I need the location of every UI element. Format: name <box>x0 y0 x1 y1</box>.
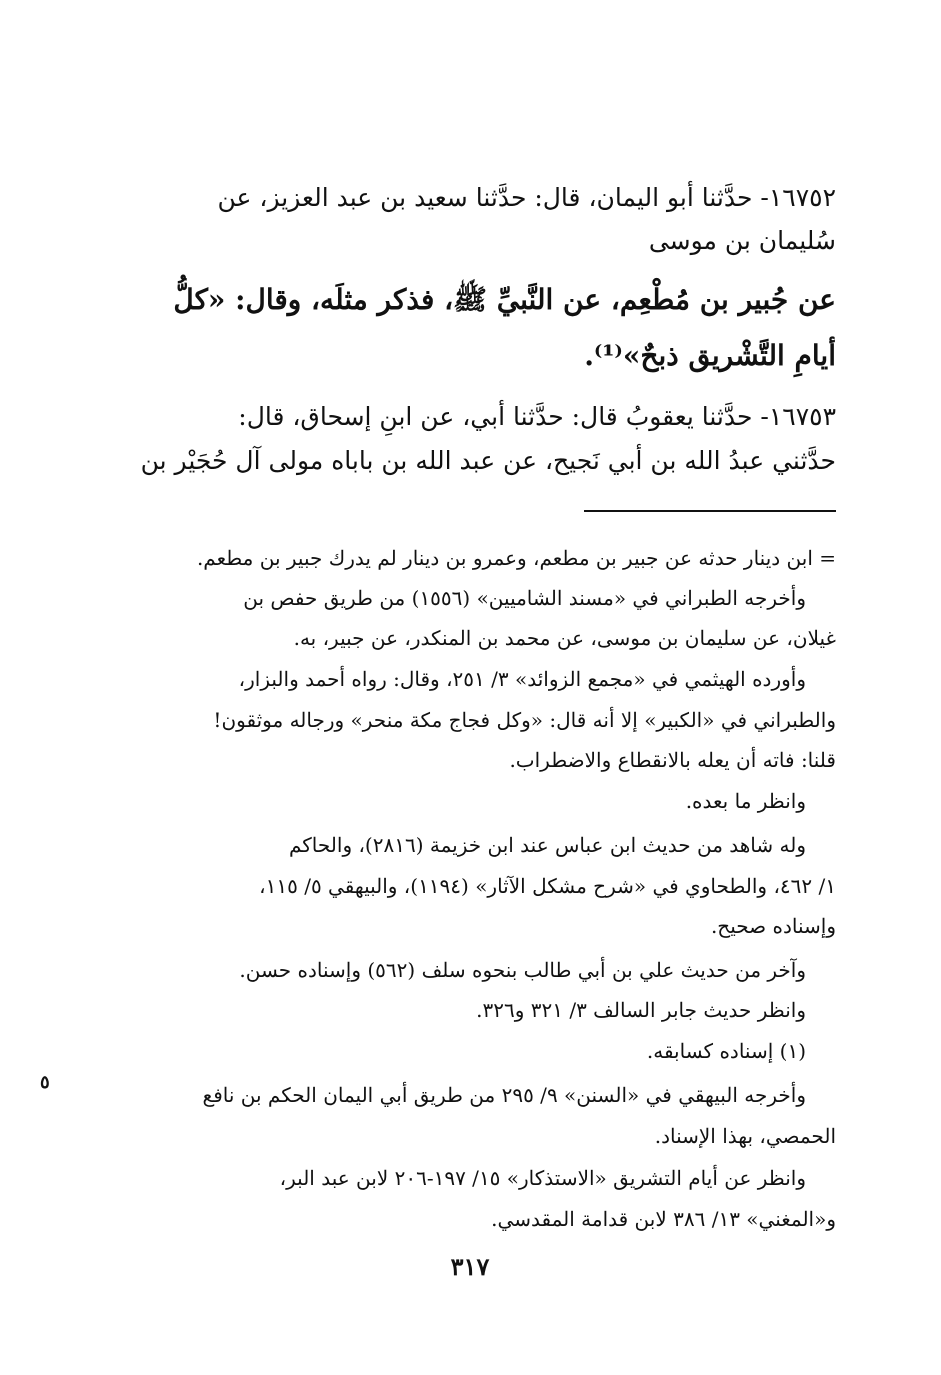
footnote-line: وانظر حديث جابر السالف ٣/ ٣٢١ و٣٢٦. <box>476 998 806 1022</box>
footnote-line: و«المغني» ١٣/ ٣٨٦ لابن قدامة المقدسي. <box>491 1207 836 1231</box>
footnote-line: وأخرجه البيهقي في «السنن» ٩/ ٢٩٥ من طريق أبي اليمان الحكم بن نافع <box>202 1083 806 1107</box>
footnote-line: غيلان، عن سليمان بن موسى، عن محمد بن المنكدر، عن جبير، به. <box>293 626 836 650</box>
footnote-line: وانظر عن أيام التشريق «الاستذكار» ١٥/ ١٩٧-٢٠٦ لابن عبد البر، <box>279 1166 806 1190</box>
footnote-line: الحمصي، بهذا الإسناد. <box>654 1124 836 1148</box>
footnote-line: وأورده الهيثمي في «مجمع الزوائد» ٣/ ٢٥١، وقال: رواه أحمد والبزار، <box>238 667 806 691</box>
page-number: ٣١٧ <box>450 1252 490 1281</box>
hadith-16752-line-2: سُليمان بن موسى <box>648 226 836 255</box>
footnote-line: وانظر ما بعده. <box>685 789 806 813</box>
footnote-line: والطبراني في «الكبير» إلا أنه قال: «وكل فجاج مكة منحر» ورجاله موثقون! <box>213 708 836 732</box>
hadith-16753-line-2: حدَّثني عبدُ الله بن أبي نَجيح، عن عبد الله بن باباه مولى آل حُجَيْر بن <box>140 446 836 475</box>
hadith-16752-matn-line-2: أيامِ التَّشْريق ذبحٌ»⁽¹⁾. <box>584 339 836 372</box>
hadith-16753-line-1: ١٦٧٥٣- حدَّثنا يعقوبُ قال: حدَّثنا أبي، عن ابنِ إسحاق، قال: <box>238 402 836 431</box>
footnote-line: (١) إسناده كسابقه. <box>646 1039 806 1063</box>
footnote-divider <box>584 510 836 512</box>
footnote-line: قلنا: فاته أن يعله بالانقطاع والاضطراب. <box>509 748 836 772</box>
margin-mark: ٥ <box>40 1072 50 1093</box>
footnote-line: وآخر من حديث علي بن أبي طالب بنحوه سلف (٥٦٢) وإسناده حسن. <box>239 958 806 982</box>
hadith-16752-matn-line-1: عن جُبير بن مُطْعِم، عن النَّبيِّ ﷺ، فذكر مثلَه، وقال: «كلُّ <box>173 283 836 316</box>
footnote-line: وأخرجه الطبراني في «مسند الشاميين» (١٥٥٦) من طريق حفص بن <box>243 586 806 610</box>
hadith-16752-line-1: ١٦٧٥٢- حدَّثنا أبو اليمان، قال: حدَّثنا سعيد بن عبد العزيز، عن <box>217 183 836 212</box>
footnote-line: = ابن دينار حدثه عن جبير بن مطعم، وعمرو بن دينار لم يدرك جبير بن مطعم. <box>196 546 836 570</box>
footnote-line: وإسناده صحيح. <box>710 914 836 938</box>
footnote-line: وله شاهد من حديث ابن عباس عند ابن خزيمة (٢٨١٦)، والحاكم <box>288 833 806 857</box>
footnote-line: ١/ ٤٦٢، والطحاوي في «شرح مشكل الآثار» (١١٩٤)، والبيهقي ٥/ ١١٥، <box>259 874 836 898</box>
